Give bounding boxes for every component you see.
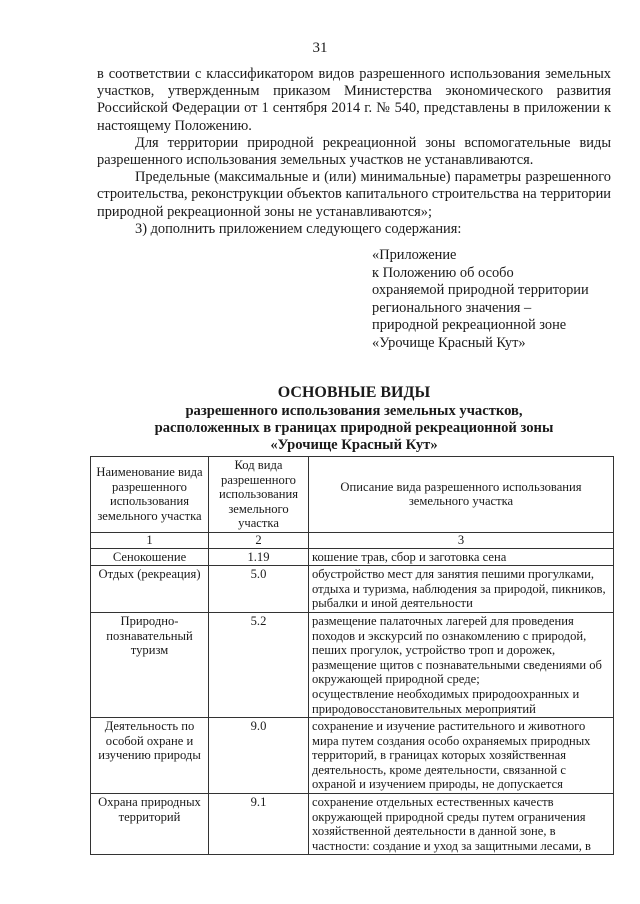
row-description: сохранение отдельных естественных качеств окружающей природной среды путем ограничения хозяйственной деятельности в данной зоне, в частности: создание и уход за защитными лесами, в: [309, 794, 614, 855]
title-main: ОСНОВНЫЕ ВИДЫ: [277, 384, 431, 401]
header-description: Описание вида разрешенного использования земельного участка: [309, 457, 614, 533]
appendix-line: «Приложение: [372, 247, 457, 263]
header-name: Наименование вида разрешенного использования земельного участка: [91, 457, 209, 533]
land-use-table: [90, 456, 614, 855]
row-code: 1.19: [209, 548, 309, 566]
row-description-part: размещение палаточных лагерей для проведения походов и экскурсий по ознакомлению с природой, пеших прогулок, устройство троп и дорожек, размещение щитов с познавательными сведениями об окружающей природной среде;: [312, 613, 602, 687]
title-line: разрешенного использования земельных участков,: [185, 403, 523, 419]
paragraph-limit-parameters: Предельные (максимальные и (или) минимальные) параметры разрешенного строительства, реконструкции объектов капитального строительства на территории природной рекреационной зоны не устанавливаются»;: [97, 169, 611, 220]
appendix-line: «Урочище Красный Кут»: [372, 334, 526, 351]
table-row: [91, 612, 614, 717]
row-description: [309, 612, 614, 717]
title-line: расположенных в границах природной рекреационной зоны: [154, 420, 554, 437]
row-name: Деятельность по особой охране и изучению природы: [91, 718, 209, 794]
appendix-line: охраняемой природной территории: [372, 282, 589, 298]
paragraph-auxiliary-uses: Для территории природной рекреационной зоны вспомогательные виды разрешенного использования земельных участков не устанавливаются.: [97, 134, 611, 169]
row-description-part: осуществление необходимых природоохранных и природовосстановительных мероприятий: [312, 686, 580, 716]
column-number: 1: [91, 532, 209, 548]
title-line: «Урочище Красный Кут»: [270, 437, 438, 454]
row-name: Природно-познавательный туризм: [91, 612, 209, 717]
paragraph-classifier: в соответствии с классификатором видов разрешенного использования земельных участков, утвержденным приказом Министерства экономического развития Российской Федерации от 1 сентября 2014 г. № 540, представлены в приложении к настоящему Положению.: [97, 66, 611, 134]
table-header-row: [91, 457, 614, 533]
row-code: 9.1: [209, 794, 309, 855]
row-code: 5.0: [209, 566, 309, 613]
appendix-header: [372, 247, 622, 352]
appendix-line: к Положению об особо: [372, 264, 514, 281]
row-description: сохранение и изучение растительного и животного мира путем создания особо охраняемых природных территорий, в границах которых хозяйственная деятельность, кроме деятельности, связанной с охраной и изучением природы, не допускается: [309, 718, 614, 794]
row-name: Отдых (рекреация): [91, 566, 209, 613]
body-text: [97, 66, 611, 238]
row-name: Охрана природных территорий: [91, 794, 209, 855]
row-description: обустройство мест для занятия пешими прогулками, отдыха и туризма, наблюдения за природой, пикников, рыбалки и иной деятельности: [309, 566, 614, 613]
appendix-line: природной рекреационной зоне: [372, 317, 567, 333]
row-code: 9.0: [209, 718, 309, 794]
row-name: Сенокошение: [91, 548, 209, 566]
paragraph-add-appendix: 3) дополнить приложением следующего содержания:: [135, 220, 462, 237]
table-row: [91, 718, 614, 794]
column-number: 2: [209, 532, 309, 548]
column-number: 3: [309, 532, 614, 548]
table-row: [91, 566, 614, 613]
document-title: [97, 383, 611, 455]
appendix-line: регионального значения –: [372, 299, 532, 316]
table-row: [91, 794, 614, 855]
row-code: 5.2: [209, 612, 309, 717]
page-number: 31: [312, 40, 328, 56]
table-row: [91, 548, 614, 566]
column-number-row: [91, 532, 614, 548]
header-code: Код вида разрешенного использования земельного участка: [209, 457, 309, 533]
row-description: кошение трав, сбор и заготовка сена: [309, 548, 614, 566]
